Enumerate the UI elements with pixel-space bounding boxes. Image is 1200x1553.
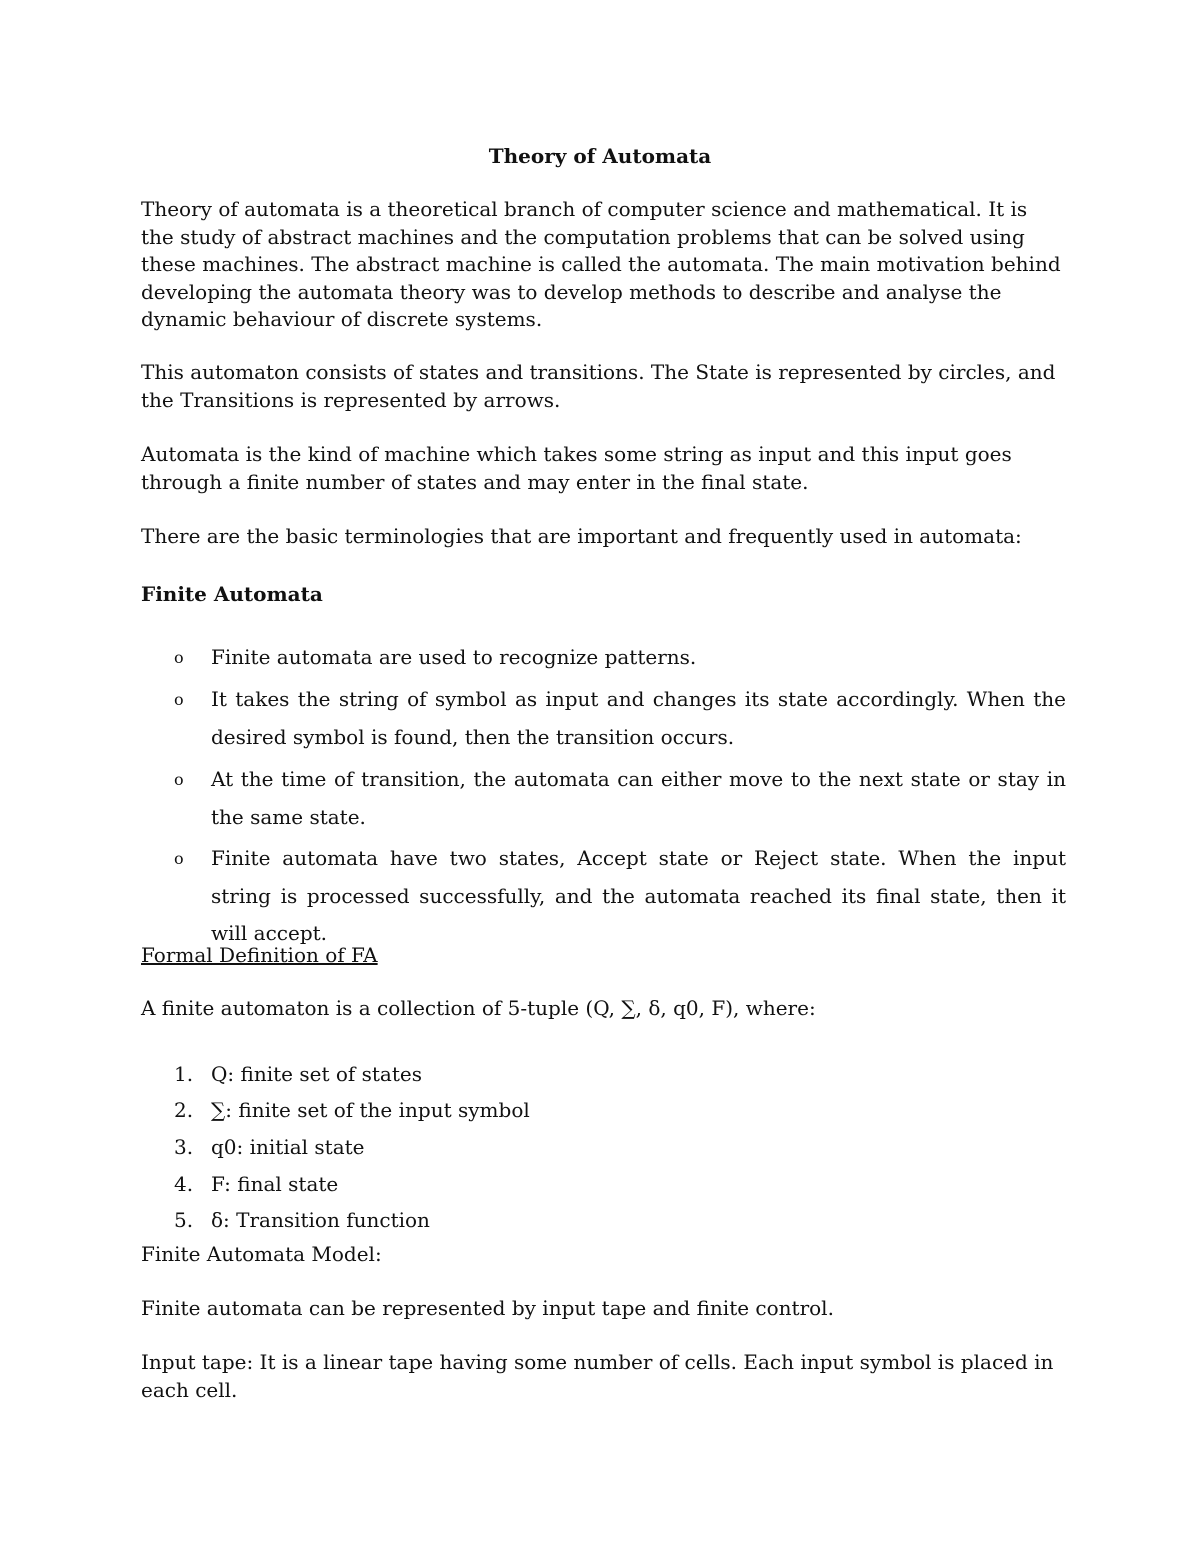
bullet-marker: o (174, 648, 184, 667)
bullet-marker: o (174, 690, 184, 709)
bullet-text: Finite automata have two states, Accept state or Reject state. When the input string is processed successfully, and the automata reached its final state, then it will accept. (211, 846, 1066, 945)
model-heading: Finite Automata Model: (141, 1242, 382, 1266)
list-item (141, 639, 1066, 677)
states-paragraph: This automaton consists of states and transitions. The State is represented by circles, and the Transitions is represented by arrows. (141, 360, 1056, 412)
bullet-text: At the time of transition, the automata can either move to the next state or stay in the same state. (211, 767, 1066, 829)
machine-paragraph: Automata is the kind of machine which takes some string as input and this input goes through a finite number of states and may enter in the final state. (141, 442, 1012, 494)
list-text: δ: Transition function (211, 1208, 430, 1232)
input-tape-paragraph: Input tape: It is a linear tape having some number of cells. Each input symbol is placed in each cell. (141, 1350, 1054, 1402)
list-text: Q: finite set of states (211, 1062, 422, 1086)
list-number: 2. (174, 1098, 194, 1122)
list-item (141, 761, 1066, 836)
document-title: Theory of Automata (488, 144, 712, 168)
formal-definition-heading: Formal Definition of FA (141, 943, 378, 967)
list-item (141, 840, 1066, 953)
terminology-paragraph: There are the basic terminologies that are important and frequently used in automata: (141, 524, 1022, 548)
list-number: 4. (174, 1172, 194, 1196)
list-text: q0: initial state (211, 1135, 365, 1159)
tuple-intro: A finite automaton is a collection of 5-tuple (Q, ∑, δ, q0, F), where: (141, 996, 816, 1020)
bullet-marker: o (174, 849, 184, 868)
bullet-marker: o (174, 770, 184, 789)
bullet-text: It takes the string of symbol as input and changes its state accordingly. When the desired symbol is found, then the transition occurs. (211, 687, 1066, 749)
finite-automata-heading: Finite Automata (141, 582, 323, 606)
model-paragraph: Finite automata can be represented by input tape and finite control. (141, 1296, 834, 1320)
list-number: 1. (174, 1062, 194, 1086)
list-text: F: final state (211, 1172, 339, 1196)
list-item (141, 681, 1066, 756)
list-text: ∑: finite set of the input symbol (211, 1098, 530, 1122)
list-number: 5. (174, 1208, 194, 1232)
list-number: 3. (174, 1135, 194, 1159)
intro-paragraph: Theory of automata is a theoretical branch of computer science and mathematical. It is the study of abstract machines and the computation problems that can be solved using these machines. The abstract machine is called the automata. The main motivation behind developing the automata theory was to develop methods to describe and analyse the dynamic behaviour of discrete systems. (141, 197, 1061, 331)
bullet-text: Finite automata are used to recognize patterns. (211, 645, 697, 669)
